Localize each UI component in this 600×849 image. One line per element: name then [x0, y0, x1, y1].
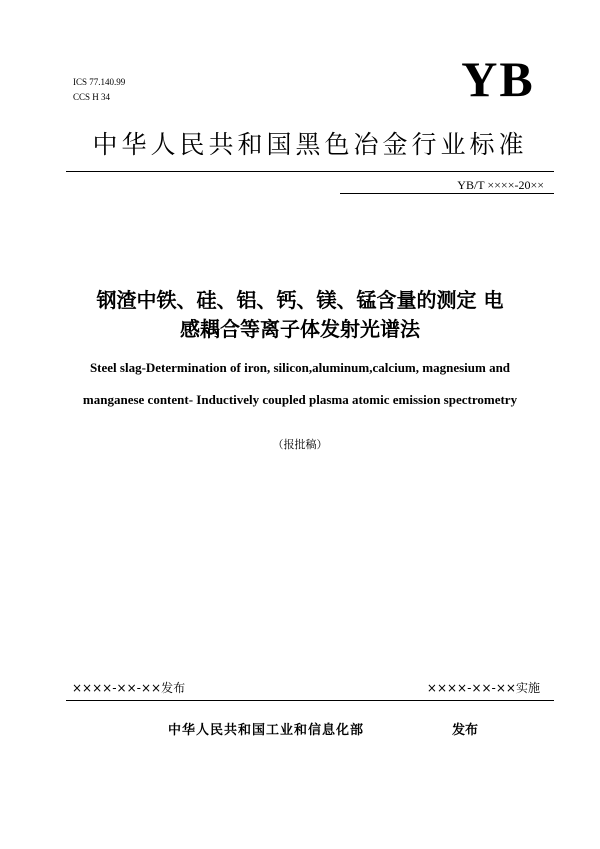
top-divider	[66, 171, 554, 172]
ics-code: ICS 77.140.99	[73, 77, 126, 87]
publish-date: ××××-××-××发布	[72, 681, 186, 695]
issuing-authority: 中华人民共和国工业和信息化部	[168, 723, 365, 738]
english-title-line-2: manganese content- Inductively coupled plasma atomic emission spectrometry	[82, 392, 518, 407]
standard-type-heading: 中华人民共和国黑色冶金行业标准	[92, 130, 528, 159]
draft-stage-label: （报批稿）	[272, 438, 328, 451]
yb-logo: YB	[461, 51, 535, 107]
chinese-title-line-1: 钢渣中铁、硅、铝、钙、镁、锰含量的测定 电	[96, 288, 504, 312]
standard-number: YB/T ××××-20××	[457, 178, 544, 192]
english-title-line-1: Steel slag-Determination of iron, silicon,aluminum,calcium, magnesium and	[89, 360, 511, 375]
standard-number-divider	[340, 193, 554, 194]
chinese-title	[40, 286, 560, 344]
issue-label: 发布	[452, 723, 479, 738]
ccs-code: CCS H 34	[73, 92, 111, 102]
implement-date: ××××-××-××实施	[426, 681, 540, 695]
english-title	[20, 352, 580, 416]
chinese-title-line-2: 感耦合等离子体发射光谱法	[180, 317, 420, 341]
bottom-divider	[66, 700, 554, 701]
